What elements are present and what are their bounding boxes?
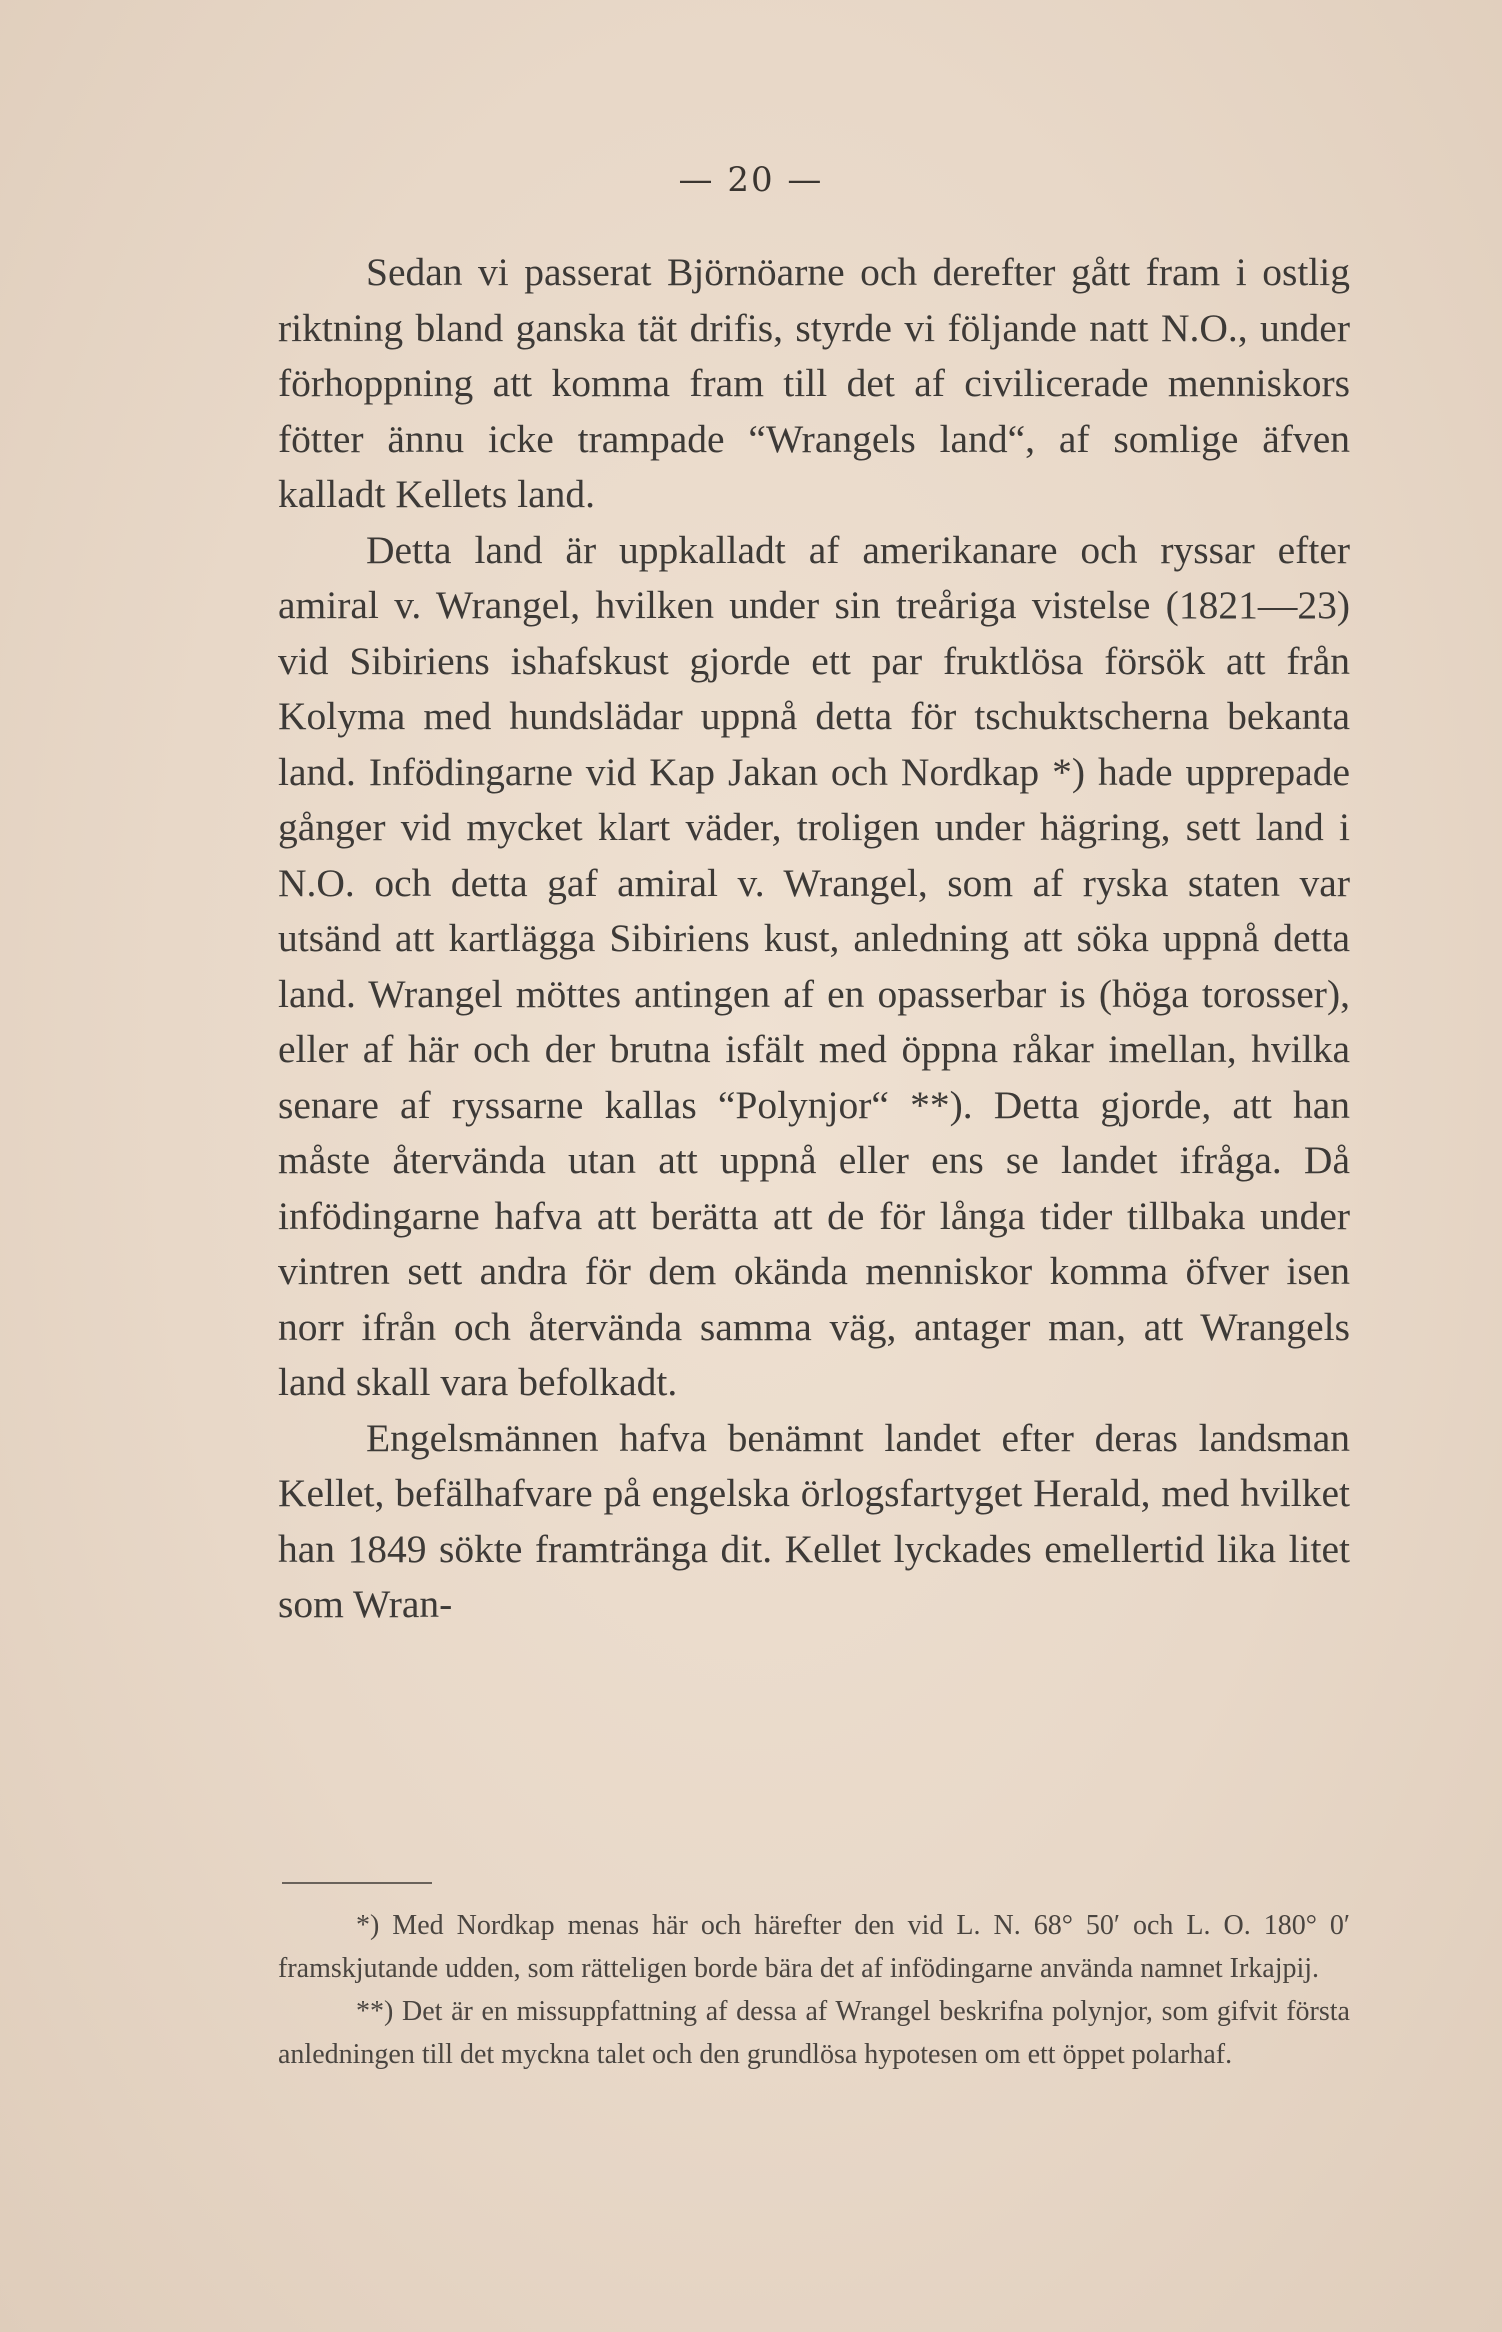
body-text [278, 245, 1350, 1633]
paragraph: Engelsmännen hafva benämnt landet efter deras landsman Kellet, befälhafvare på engelska örlogsfartyget Herald, med hvilket han 1849 sökte framtränga dit. Kellet lyckades emellertid lika litet som Wran- [278, 1415, 1350, 1626]
paragraph: Sedan vi passerat Björnöarne och derefter gått fram i ostlig riktning bland ganska tät drifis, styrde vi följande natt N.O., under förhoppning att komma fram till det af civilicerade menniskors fötter ännu icke trampade “Wrangels land“, af somlige äfven kalladt Kellets land. [278, 250, 1350, 516]
page-number: — 20 — [678, 160, 824, 200]
footnote-divider [282, 1882, 432, 1884]
footnote: **) Det är en missuppfattning af dessa af Wrangel beskrifna polynjor, som gifvit första anledningen till det myckna talet och den grundlösa hypotesen om ett öppet polarhaf. [278, 1996, 1350, 2070]
paragraph: Detta land är uppkalladt af amerikanare och ryssar efter amiral v. Wrangel, hvilken under sin treåriga vistelse (1821—23) vid Sibiriens ishafskust gjorde ett par fruktlösa försök att från Kolyma med hundslädar uppnå detta för tschuktscherna bekanta land. Infödingarne vid Kap Jakan och Nordkap *) hade upprepade gånger vid mycket klart väder, troligen under hägring, sett land i N.O. och detta gaf amiral v. Wrangel, som af ryska staten var utsänd att kartlägga Sibiriens kust, anledning att söka uppnå detta land. Wrangel möttes antingen af en opasserbar is (höga torosser), eller af här och der brutna isfält med öppna råkar imellan, hvilka senare af ryssarne kallas “Polynjor“ **). Detta gjorde, att han måste återvända utan att uppnå eller ens se landet ifråga. Då infödingarne hafva att berätta att de för långa tider tillbaka under vintren sett andra för dem okända menniskor komma öfver isen norr ifrån och återvända samma väg, antager man, att Wrangels land skall vara befolkadt. [278, 527, 1350, 1404]
footnote: *) Med Nordkap menas här och härefter den vid L. N. 68° 50′ och L. O. 180° 0′ framskjutande udden, som rätteligen borde bära det af infödingarne använda namnet Irkajpij. [278, 1910, 1350, 1984]
footnotes [278, 1904, 1350, 2076]
